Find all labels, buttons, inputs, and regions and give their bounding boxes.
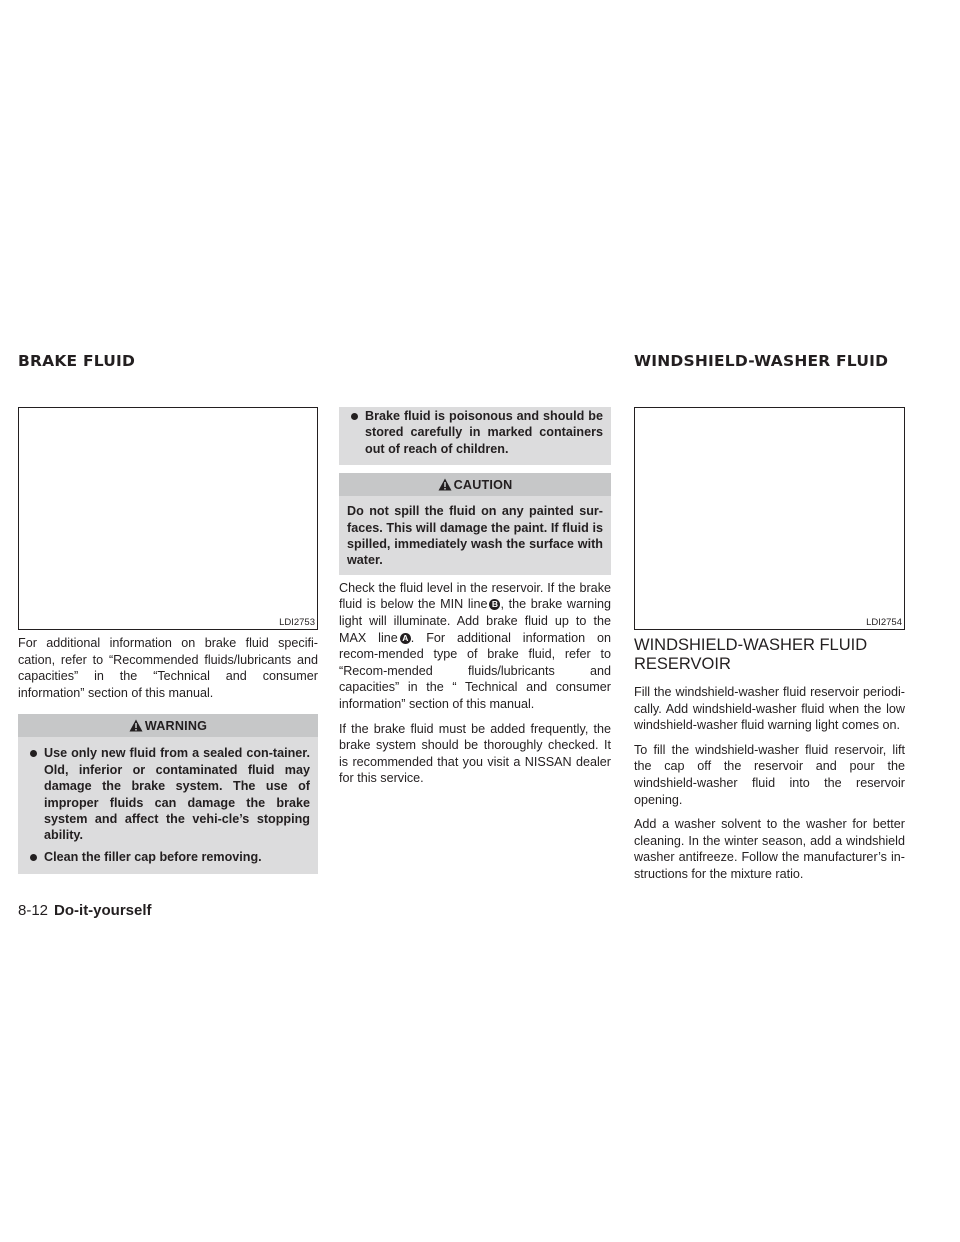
check-text-2: , the brake warning light will illuminate. Add brake fluid up to the MAX line — [339, 597, 612, 645]
column-2 — [339, 407, 611, 787]
warning-item — [26, 849, 310, 865]
footer-section: Do-it-yourself — [54, 902, 152, 919]
marker-a-icon: A — [400, 633, 411, 644]
brake-fluid-heading: BRAKE FLUID — [18, 352, 136, 370]
warning-item — [347, 408, 603, 457]
column-3 — [634, 636, 905, 883]
figure-code: LDI2754 — [866, 617, 902, 628]
bullet-dot — [351, 413, 358, 420]
washer-paragraph-3: Add a washer solvent to the washer for better cleaning. In the winter season, add a windshield washer antifreeze. Follow the manufacturer’s in-structions for the mixture ratio. — [634, 817, 905, 881]
page-footer — [18, 902, 152, 920]
washer-paragraph-1: Fill the windshield-washer fluid reservoir periodi-cally. Add windshield-washer fluid when the low windshield-washer fluid warning light comes on. — [634, 685, 905, 733]
washer-fluid-figure — [634, 407, 905, 630]
figure-code: LDI2753 — [279, 617, 315, 628]
caution-header — [339, 473, 611, 496]
brake-fluid-intro: For additional information on brake fluid specifi-cation, refer to “Recommended fluids/lubricants and capacities” in the “Technical and consumer information” section of this manual. — [18, 636, 318, 700]
warning-header — [18, 714, 318, 737]
caution-triangle-icon — [438, 478, 452, 491]
washer-paragraph-2: To fill the windshield-washer fluid reservoir, lift the cap off the reservoir and pour the windshield-washer fluid into the reservoir opening. — [634, 742, 905, 807]
warning-triangle-icon — [129, 719, 143, 732]
warning-item — [26, 745, 310, 843]
brake-fluid-figure — [18, 407, 318, 630]
warning-box — [18, 714, 318, 874]
caution-text: Do not spill the fluid on any painted sur-faces. This will damage the paint. If fluid is spilled, immediately wash the surface with water. — [347, 504, 603, 568]
caution-box — [339, 473, 611, 575]
warning-label: WARNING — [144, 718, 208, 733]
marker-b-icon: B — [489, 599, 500, 610]
warning-box-continued — [339, 407, 611, 465]
washer-reservoir-heading: WINDSHIELD-WASHER FLUID RESERVOIR — [634, 636, 868, 673]
warning-item-text: Clean the filler cap before removing. — [44, 849, 262, 864]
check-text-3: . For additional information on recom-mended type of brake fluid, refer to “Recom-mended fluids/lubricants and capacities” in the “ Technical and consumer information” section of this manual. — [339, 630, 611, 711]
caution-label: CAUTION — [453, 477, 513, 492]
check-text-1: Check the fluid level in the reservoir. If the brake fluid is below the MIN line — [339, 580, 611, 612]
bullet-dot — [30, 750, 37, 757]
column-1 — [18, 635, 318, 874]
check-fluid-level-paragraph — [339, 580, 611, 713]
warning-item-text: Use only new fluid from a sealed con-tainer. Old, inferior or contaminated fluid may damage the brake system. The use of improper fluids can damage the brake system and affect the vehi-cle’s stopping ability. — [44, 746, 310, 843]
frequent-add-paragraph: If the brake fluid must be added frequently, the brake system should be thoroughly checked. It is recommended that you visit a NISSAN dealer for this service. — [339, 721, 611, 786]
warning-item-text: Brake fluid is poisonous and should be stored carefully in marked containers out of reach of children. — [365, 409, 603, 456]
page-number: 8-12 — [18, 902, 49, 919]
bullet-dot — [30, 854, 37, 861]
washer-fluid-heading: WINDSHIELD-WASHER FLUID — [634, 352, 889, 370]
